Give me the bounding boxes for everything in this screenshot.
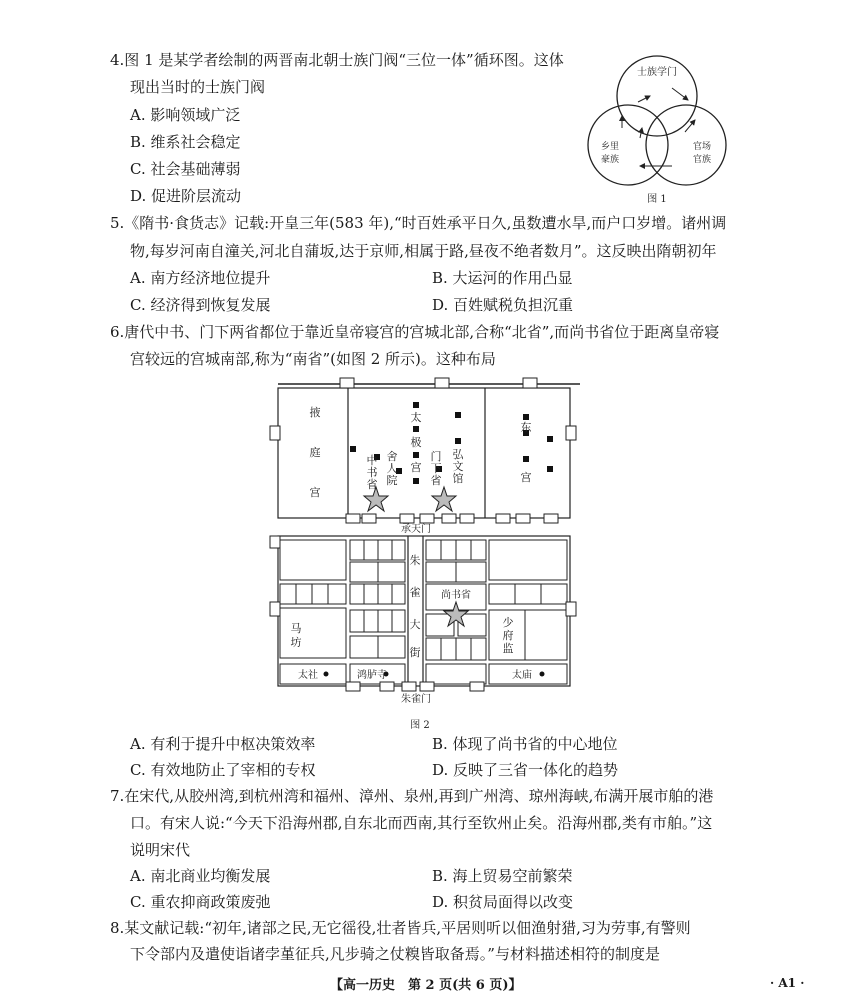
q6-option-d: D. 反映了三省一体化的趋势: [432, 761, 619, 779]
q7-stem-line-2: 口。有宋人说:“今天下沿海州郡,自东北而西南,其行至钦州止矣。沿海州郡,类有市舶。”这: [130, 814, 713, 832]
label-sheren-2: 人: [386, 462, 398, 475]
q6-option-c: C. 有效地防止了宰相的专权: [130, 761, 316, 779]
circle-right: [646, 105, 726, 185]
label-honglu: 鸿胪寺: [357, 670, 387, 681]
figure-1-cycle-diagram: [580, 48, 730, 206]
q4-option-b: B. 维系社会稳定: [130, 133, 241, 151]
label-sheren-3: 院: [386, 474, 398, 487]
q7-stem-line-3: 说明宋代: [130, 841, 191, 859]
page-code: · A1 ·: [770, 976, 805, 990]
label-zhuque-street-4: 街: [409, 646, 421, 659]
label-yeting-2: 庭: [309, 446, 321, 459]
label-mafang-2: 坊: [290, 636, 302, 649]
label-sheren-1: 舍: [386, 450, 398, 463]
star-menxia: [432, 487, 456, 511]
label-hongwen-2: 文: [452, 460, 464, 473]
q4-option-d: D. 促进阶层流动: [130, 187, 242, 205]
label-taishe: 太社: [298, 670, 318, 681]
fig2-caption: 图 2: [410, 720, 430, 731]
label-yeting-1: 掖: [309, 406, 321, 419]
q8-stem-line-1: 8.某文献记载:“初年,诸部之民,无它徭役,壮者皆兵,平居则听以佃渔射猎,习为劳事,有警则: [110, 919, 691, 937]
label-taiji-1: 太: [410, 411, 422, 424]
label-menxia-1: 门: [430, 450, 442, 463]
label-zhongshu-2: 书: [366, 466, 378, 479]
label-zhuque-gate: 朱雀门: [401, 694, 431, 705]
label-yeting-3: 宫: [309, 486, 321, 499]
q7-option-b: B. 海上贸易空前繁荣: [432, 867, 573, 885]
q5-stem-line-2: 物,每岁河南自潼关,河北自蒲坂,达于京师,相属于路,昼夜不绝者数月”。这反映出隋朝初年: [130, 242, 717, 260]
label-shaofu-3: 监: [502, 642, 514, 655]
fig1-top-label: 士族学门: [637, 67, 677, 78]
figure-2-palace-map: [260, 374, 580, 734]
page-footer: 【高一历史 第 2 页(共 6 页)】: [330, 978, 522, 993]
q4-stem-line-1: 4.图 1 是某学者绘制的两晋南北朝士族门阀“三位一体”循环图。这体: [110, 51, 564, 69]
q6-stem-line-1: 6.唐代中书、门下两省都位于靠近皇帝寝宫的宫城北部,合称“北省”,而尚书省位于距离皇帝寝: [110, 323, 720, 341]
label-donggong-1: 东: [520, 421, 532, 434]
q5-option-c: C. 经济得到恢复发展: [130, 296, 271, 314]
label-menxia-3: 省: [430, 474, 442, 487]
q7-option-c: C. 重农抑商政策废弛: [130, 893, 271, 911]
label-mafang-1: 马: [290, 622, 302, 635]
arrow-top-right: [672, 88, 688, 100]
q7-option-d: D. 积贫局面得以改变: [432, 893, 574, 911]
q5-stem-line-1: 5.《隋书·食货志》记载:开皇三年(583 年),“时百姓承平日久,虽数遭水旱,而户口岁增。诸州调: [110, 214, 727, 232]
q6-option-b: B. 体现了尚书省的中心地位: [432, 735, 618, 753]
q4-stem-line-2: 现出当时的士族门阀: [130, 78, 266, 96]
label-taiji-2: 极: [410, 436, 422, 449]
label-hongwen-3: 馆: [452, 472, 464, 485]
q7-stem-line-1: 7.在宋代,从胶州湾,到杭州湾和福州、漳州、泉州,再到广州湾、琼州海峡,布满开展市舶的港: [110, 787, 714, 805]
label-hongwen-1: 弘: [452, 448, 464, 461]
fig1-caption: 图 1: [647, 194, 667, 205]
label-menxia-2: 下: [430, 462, 442, 475]
q5-option-b: B. 大运河的作用凸显: [432, 269, 573, 287]
label-zhuque-street-1: 朱: [409, 554, 421, 567]
label-shaofu-1: 少: [502, 616, 514, 629]
label-shangshu: 尚书省: [441, 590, 471, 601]
q5-option-d: D. 百姓赋税负担沉重: [432, 296, 574, 314]
q8-stem-line-2: 下令部内及遣使诣诸孛堇征兵,凡步骑之仗糗皆取备焉。”与材料描述相符的制度是: [130, 945, 660, 963]
fig1-left-label-1: 乡里: [600, 142, 620, 152]
arrow-right-bottom: [685, 120, 695, 132]
fig1-left-label-2: 豪族: [600, 155, 620, 165]
label-shaofu-2: 府: [502, 629, 514, 642]
q6-option-a: A. 有利于提升中枢决策效率: [130, 735, 316, 753]
label-zhongshu-3: 省: [366, 478, 378, 491]
q5-option-a: A. 南方经济地位提升: [130, 269, 271, 287]
label-chengtian-gate: 承天门: [401, 524, 431, 535]
arrow-center-1: [638, 96, 650, 102]
q6-stem-line-2: 宫较远的宫城南部,称为“南省”(如图 2 所示)。这种布局: [130, 350, 496, 368]
fig1-right-label-2: 官族: [692, 155, 712, 165]
palace-city-wall: [278, 388, 570, 518]
label-donggong-2: 宫: [520, 471, 532, 484]
label-zhuque-street-2: 雀: [409, 586, 421, 599]
label-taimiao: 太庙: [512, 670, 532, 681]
fig1-right-label-1: 官场: [692, 142, 712, 152]
label-taiji-3: 宫: [410, 461, 422, 474]
label-zhongshu-1: 中: [366, 454, 378, 467]
label-zhuque-street-3: 大: [409, 618, 421, 631]
q7-option-a: A. 南北商业均衡发展: [130, 867, 271, 885]
q4-option-c: C. 社会基础薄弱: [130, 160, 241, 178]
q4-option-a: A. 影响领域广泛: [130, 106, 241, 124]
